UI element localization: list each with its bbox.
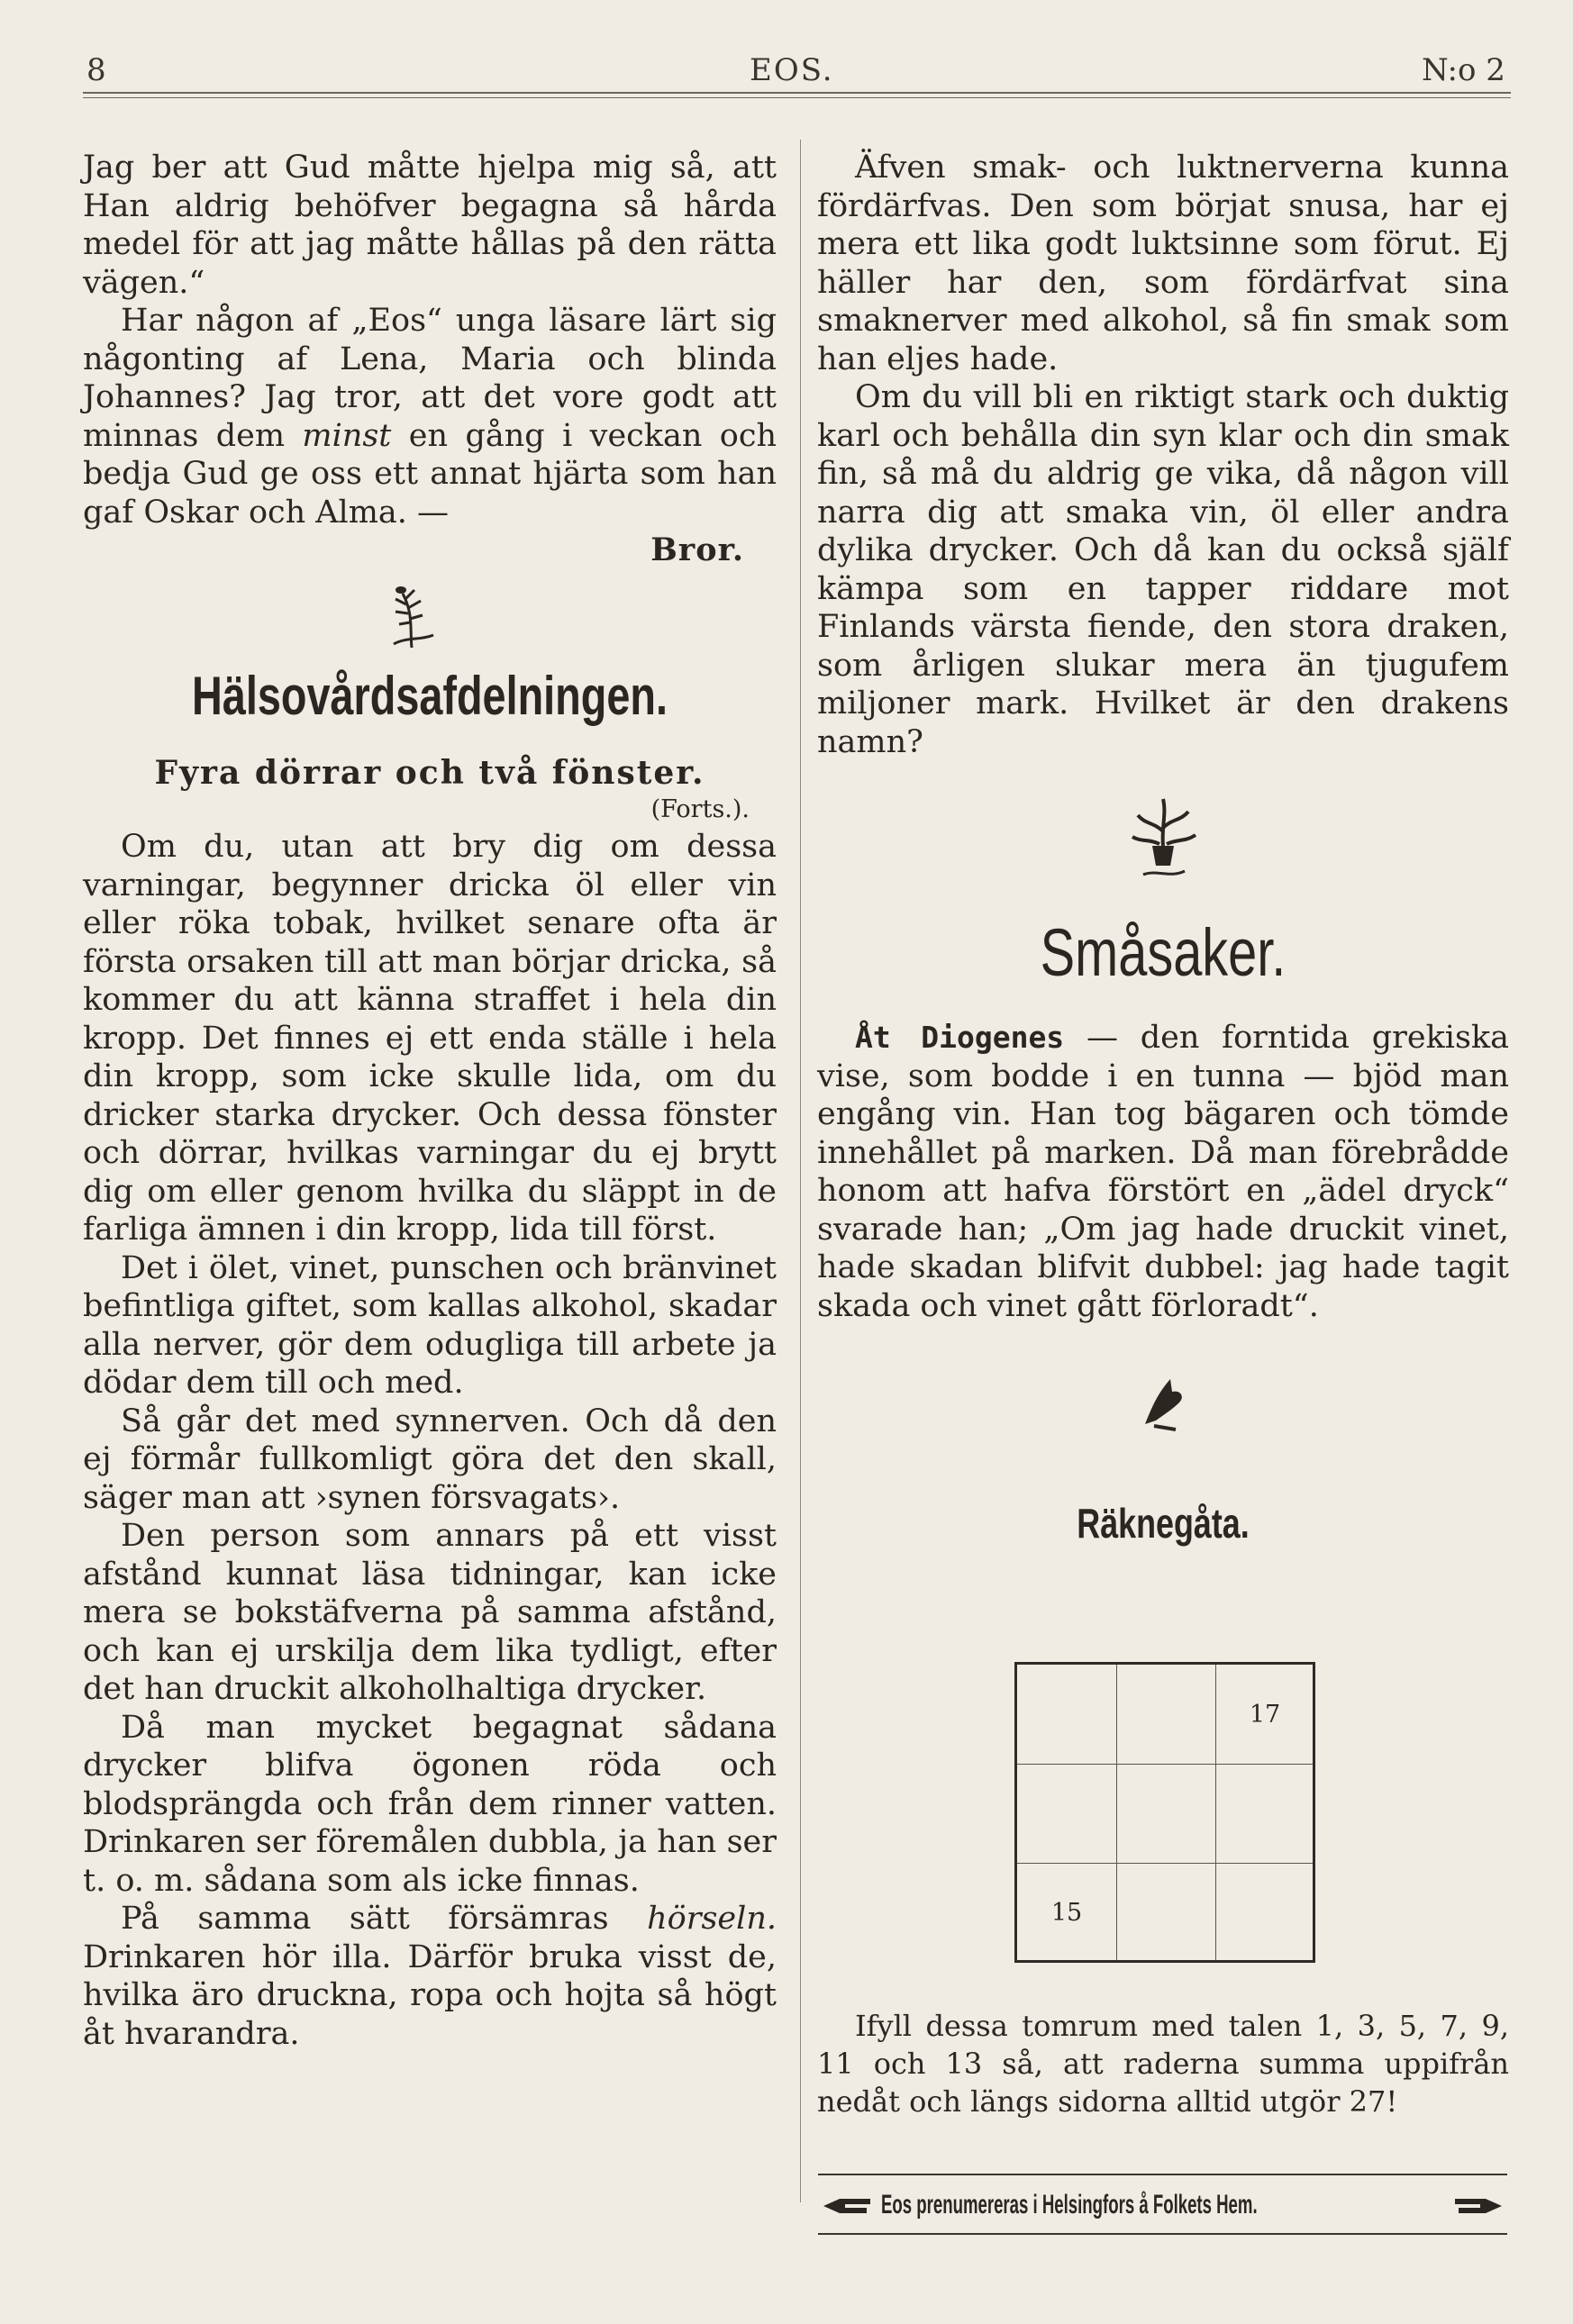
diogenes-anecdote: Åt Diogenes — den forntida grekiska vise, som bodde i en tunna — bjöd man engång vin. Han tog bägaren och tömde innehållet på marken. Då man förebrådde honom att hafva förstört en „ädel dryck“ svarade han; „Om jag hade druckit vinet, hade skadan blifvit dubbel: jag hade tagit skada och vinet gått förloradt“.: [817, 1020, 1510, 1324]
continued-label: (Forts.).: [650, 795, 750, 823]
footer-rule-top: [818, 2174, 1507, 2175]
puzzle-title: Räknegåta.: [1077, 1500, 1250, 1547]
article-paragraph-2: Det i ölet, vinet, punschen och bränvinet befintliga giftet, som kallas alkohol, skadar alla nerver, gör dem odugliga till arbete ja dödar dem till och med.: [83, 1249, 777, 1401]
footer-text: Eos prenumereras i Helsingfors å Folkets Hem.: [881, 2190, 1258, 2220]
left-column: [83, 149, 777, 2053]
header-rule-thin: [83, 97, 1511, 98]
puzzle-instructions: [817, 2007, 1509, 2120]
right-column: [817, 149, 1509, 1550]
article-paragraph-5: Då man mycket begagnat sådana drycker blifva ögonen röda och blodsprängda och från dem rinner vatten. Drinkaren ser föremålen dubbla, ja han ser t. o. m. sådana som als icke finnas.: [83, 1709, 777, 1899]
bird-ornament-icon: [1136, 1370, 1190, 1433]
article-paragraph-3: Så går det med synnerven. Och då den ej förmår fullkomligt göra det den skall, säger man att ›synen försvagats›.: [83, 1403, 777, 1516]
article-paragraph-6: På samma sätt försämras hörseln. Drinkaren hör illa. Därför bruka visst de, hvilka äro druckna, ropa och hojta så högt åt hvarandra.: [83, 1901, 777, 2052]
fern-ornament: [83, 577, 777, 655]
right-paragraph-2: Om du vill bli en riktigt stark och duktig karl och behålla din syn klar och din smak fin, så må du aldrig ge vika, då någon vill narra dig att smaka vin, öl eller andra dylika drycker. Och då kan du också själf kämpa som en tapper riddare mot Finlands värsta fiende, den stora draken, som årligen slukar mera än tjugufem miljoner mark. Hvilket är den drakens namn?: [817, 379, 1509, 760]
section-title-halsovard: Hälsovårdsafdelningen.: [192, 665, 668, 726]
column-divider: [800, 140, 801, 2202]
pointing-hand-right-icon: [1453, 2193, 1504, 2219]
section-title-smasaker: Småsaker.: [1040, 915, 1287, 990]
signature: Bror.: [650, 531, 744, 568]
fern-ornament-icon: [376, 577, 448, 653]
issue-number: N:o 2: [1422, 52, 1505, 88]
intro-paragraph-2: Har någon af „Eos“ unga läsare lärt sig någonting af Lena, Maria och blinda Johannes? Jag tror, att det vore godt att minnas dem minst en gång i veckan och bedja Gud ge oss ett annat hjärta som han gaf Oskar och Alma. —: [83, 303, 777, 531]
grid-line: [1017, 1863, 1313, 1864]
puzzle-text: Ifyll dessa tomrum med talen 1, 3, 5, 7, 9, 11 och 13 så, att raderna summa uppifrån nedåt och längs sidorna alltid utgör 27!: [817, 2009, 1509, 2119]
grid-cell-top-right: 17: [1249, 1701, 1281, 1729]
article-paragraph-4: Den person som annars på ett visst afstånd kunnat läsa tidningar, kan icke mera se bokstäfverna på samma afstånd, och kan ej urskilja dem lika tydligt, efter det han druckit alkoholhaltiga drycker.: [83, 1518, 777, 1707]
header-rule: [83, 92, 1511, 94]
subscription-footer: [818, 2174, 1507, 2237]
article-paragraph-1: Om du, utan att bry dig om dessa varningar, begynner dricka öl eller vin eller röka tobak, hvilket senare ofta är första orsaken till att man börjar dricka, så kommer du att känna straffet i hela din kropp. Det finnes ej ett enda ställe i hela din kropp, som icke skulle lida, om du dricker starka drycker. Och dessa fönster och dörrar, hvilkas varningar du ej brytt dig om eller genom hvilka du släppt in de farliga ämnen i din kropp, lida till först.: [83, 829, 777, 1248]
footer-rule-bottom: [818, 2233, 1507, 2235]
plant-ornament: [817, 792, 1509, 891]
bird-ornament: [817, 1370, 1509, 1451]
grid-cell-bottom-left: 15: [1050, 1899, 1083, 1927]
grid-line: [1017, 1764, 1313, 1765]
grid-line: [1116, 1665, 1117, 1960]
right-paragraph-1: Äfven smak- och luktnerverna kunna fördärfvas. Den som börjat snusa, har ej mera ett lika godt luktsinne som förut. Ej häller har den, som fördärfvat sina smaknerver med alkohol, så fin smak som han eljes hade.: [817, 150, 1509, 377]
article-subtitle: Fyra dörrar och två fönster.: [154, 753, 705, 792]
page-number: 8: [86, 52, 108, 88]
pointing-hand-left-icon: [822, 2193, 872, 2219]
puzzle-grid: [1014, 1662, 1315, 1963]
publication-title: EOS.: [750, 52, 834, 88]
plant-pot-ornament-icon: [1120, 792, 1206, 885]
intro-paragraph-1: Jag ber att Gud måtte hjelpa mig så, att Han aldrig behöfver begagna så hårda medel för att jag måtte hållas på den rätta vägen.“: [83, 150, 777, 301]
